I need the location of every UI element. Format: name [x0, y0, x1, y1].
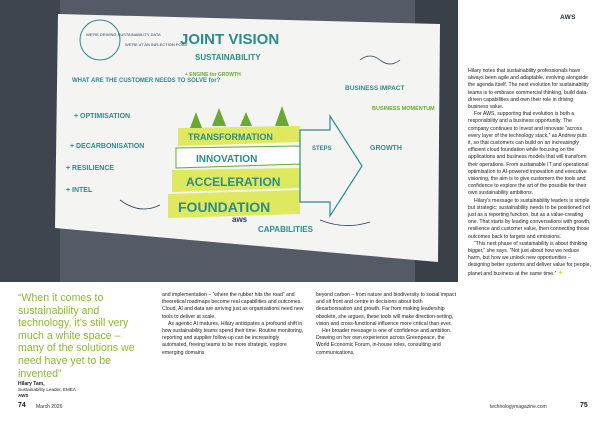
board-optimisation: + OPTIMISATION: [74, 113, 131, 120]
board-note-inflection: WE'RE AT AN INFLECTION POINT: [125, 42, 189, 47]
paragraph: For AWS, supporting that evolution is both a responsibility and a business opportunity. The company continues to invest and innovate “across every layer of the technology stack,” as Andrew puts it, so that customers can build on an increasingly efficient cloud foundation while focusing on the applications and business models that will transform their operations. From sustainable IT and operational optimisation to AI-powered innovation and executive visioning, the aim is to give customers the tools and confidence to explore the art of the possible for their own sustainability ambitions.: [468, 111, 589, 197]
brand-label: AWS: [560, 14, 576, 21]
board-growth: GROWTH: [370, 145, 402, 152]
board-innovation: INNOVATION: [196, 154, 258, 165]
paragraph: Her broader message is one of confidence and ambition. Drawing on her own experience across Greenpeace, the World Economic Forum, in-house roles, consulting and communications,: [316, 328, 452, 356]
attribution-org: AWS: [18, 393, 29, 398]
attribution-role: Sustainability Leader, EMEA: [18, 387, 76, 392]
board-foundation: FOUNDATION: [178, 199, 271, 215]
end-mark-icon: [558, 270, 563, 275]
board-customer-needs: WHAT ARE THE CUSTOMER NEEDS TO SOLVE for?: [72, 78, 221, 84]
right-column: [468, 68, 592, 278]
paragraph: As agentic AI matures, Hilary anticipates a profound shift in how sustainability teams spend their time. Routine monitoring, reporting and supplier follow-up can be increasingly automated, freeing teams to be more strategic, explore emerging domains: [162, 320, 304, 356]
board-steps: STEPS: [312, 146, 332, 152]
paragraph: [468, 241, 592, 278]
board-subtitle: SUSTAINABILITY: [195, 53, 261, 62]
board-decarbonisation: + DECARBONISATION: [70, 143, 145, 150]
article-column-3: [316, 292, 458, 357]
issue-date: March 2026: [36, 404, 63, 410]
paragraph: Hilary notes that sustainability professionals have always been agile and adaptable, evolving alongside the agenda itself. The next evolution for sustainability teams is to embrace commercial thinking, build data-driven capabilities and own their role in driving business value.: [468, 68, 589, 111]
board-acceleration: ACCELERATION: [186, 175, 281, 189]
board-resilience: + RESILIENCE: [66, 165, 115, 172]
board-business-impact: BUSINESS IMPACT: [345, 85, 405, 92]
paragraph: and implementation – “where the rubber hits the road” and theoretical roadmaps become real capabilities and outcomes. Cloud, AI and data are arriving just as organisations need new tools to deliver at scale.: [162, 292, 304, 320]
board-note-data: WE'RE DRIVING SUSTAINABILITY DATA: [86, 32, 161, 37]
board-aws-logo: aws: [232, 215, 248, 224]
board-transformation: TRANSFORMATION: [188, 132, 273, 142]
page-number-left: 74: [18, 402, 26, 409]
board-business-momentum: BUSINESS MOMENTUM: [372, 106, 435, 112]
website: technologymagazine.com: [490, 404, 547, 410]
paragraph-text: “This next phase of sustainability is about thinking bigger,” she says. “Not just about how we reduce harm, but how we unlock new opportunities – designing better systems and deliver value for people, planet and business at the same time.”: [468, 240, 591, 277]
page-number-right: 75: [580, 402, 588, 409]
paragraph: Hilary’s message to sustainability leaders is simple but strategic: sustainability needs to be positioned not just as a reporting function, but as a value-creating one. That starts by leading conversations with growth, resilience and customer value, then connecting those outcomes back to targets and emissions.: [468, 197, 591, 240]
attribution-name: Hilary Tam,: [18, 381, 45, 387]
quote-attribution: [18, 381, 148, 399]
board-title: JOINT VISION: [180, 31, 280, 48]
article-column-2: [162, 292, 304, 357]
paragraph: beyond carbon – from nature and biodiversity to social impact and sit front and centre in decisions about both decarbonisation and growth. Far from making leadership obsolete, she argues, these tools will make direction-setting, vision and cross-functional influence more critical than ever.: [316, 292, 457, 327]
board-intel: + INTEL: [66, 187, 93, 194]
board-capabilities: CAPABILITIES: [258, 225, 313, 234]
board-engine-growth: + ENGINE for GROWTH: [185, 72, 241, 78]
pull-quote: “When it comes to sustainability and technology, it’s still very much a white space – many of the solutions we need have yet to be invented”: [18, 292, 135, 380]
